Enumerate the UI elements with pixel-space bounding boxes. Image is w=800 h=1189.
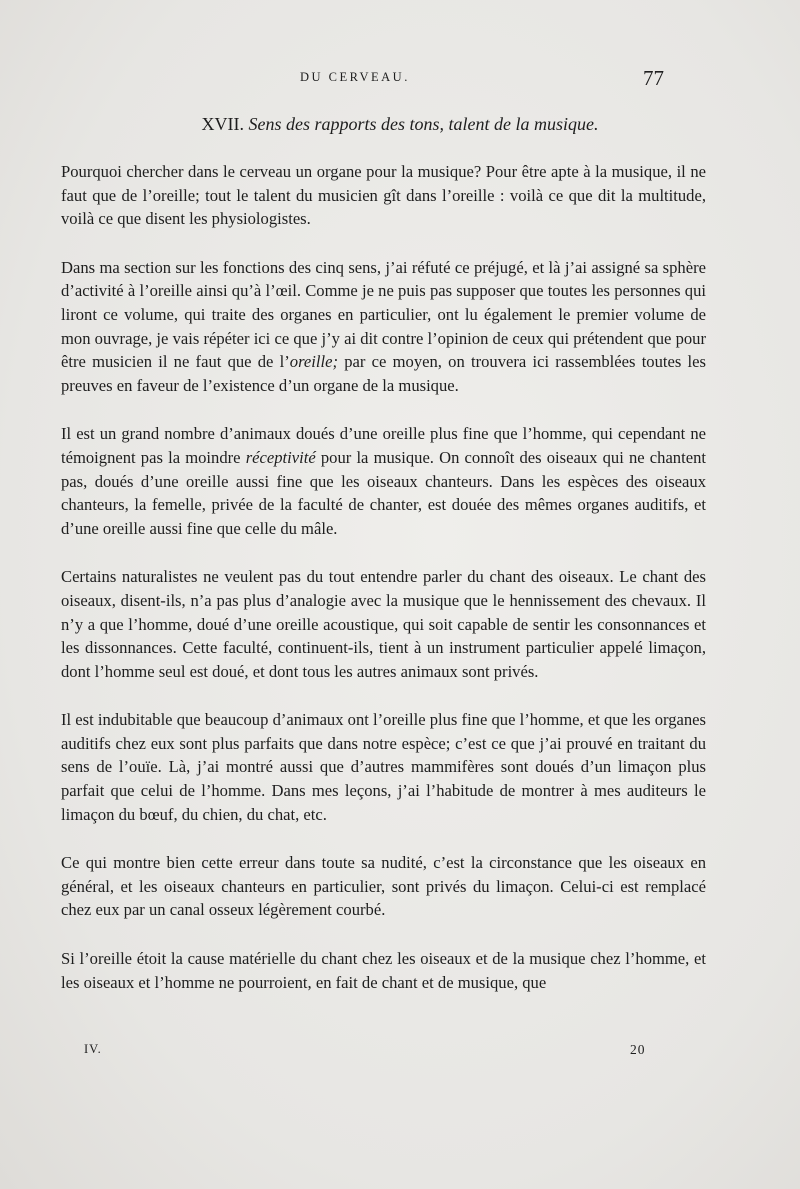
paragraph-emphasis: réceptivité bbox=[245, 447, 316, 467]
paragraph-text: Il est indubitable que beaucoup d’animaux ont l’oreille plus fine que l’homme, et que les organes auditifs chez eux sont plus parfaits que dans notre espèce; c’est ce que j’ai prouvé en traitant du sens de l’ouïe. Là, j’ai montré aussi que d’autres mammifères sont doués d’un limaçon plus parfait que celui de l’homme. Dans mes leçons, j’ai l’habitude de montrer à mes auditeurs le limaçon du bœuf, du chien, du chat, etc. bbox=[61, 710, 706, 824]
paragraph-5 bbox=[61, 708, 706, 826]
paragraph-text-before: Dans ma section sur les fonctions des cinq sens, j’ai réfuté ce préjugé, et là j’ai assigné sa sphère d’activité à l’oreille ainsi qu’à l’œil. Comme je ne puis pas supposer que toutes les personnes qui liront ce volume, qui traite des organes en particulier, ont lu également le premier volume de mon ouvrage, je vais répéter ici ce que j’y ai dit contre l’opinion de ceux qui prétendent que pour être musicien il ne faut que de l’ bbox=[61, 257, 706, 372]
running-title: DU CERVEAU. bbox=[300, 70, 410, 84]
paragraph-3 bbox=[61, 422, 706, 540]
section-title: Sens des rapports des tons, talent de la musique. bbox=[248, 114, 599, 134]
paragraph-2 bbox=[61, 256, 706, 398]
section-number: XVII. bbox=[201, 114, 244, 134]
body-text bbox=[61, 160, 706, 1019]
paragraph-1 bbox=[61, 160, 706, 231]
paragraph-emphasis: oreille; bbox=[289, 352, 339, 372]
section-heading bbox=[0, 114, 800, 135]
page-footer bbox=[0, 1042, 800, 1062]
paragraph-text: Certains naturalistes ne veulent pas du tout entendre parler du chant des oiseaux. Le chant des oiseaux, disent-ils, n’a pas plus d’analogie avec la musique que le hennissement des chevaux. Il n’y a que l’homme, doué d’une oreille acoustique, qui soit capable de sentir les consonnances et les dissonnances. Cette faculté, continuent-ils, tient à un instrument particulier appelé limaçon, dont l’homme seul est doué, et dont tous les autres animaux sont privés. bbox=[61, 567, 706, 681]
paragraph-text-after: pour la musique. On connoît des oiseaux qui ne chantent pas, doués d’une oreille aussi fine que les oiseaux chanteurs. Dans les espèces des oiseaux chanteurs, la femelle, privée de la faculté de chanter, est douée des mêmes organes auditifs, et d’une oreille aussi fine que celle du mâle. bbox=[61, 447, 706, 538]
paragraph-text: Ce qui montre bien cette erreur dans toute sa nudité, c’est la circonstance que les oiseaux en général, et les oiseaux chanteurs en particulier, sont privés du limaçon. Celui-ci est remplacé chez eux par un canal osseux légèrement courbé. bbox=[61, 853, 706, 920]
paragraph-6 bbox=[61, 851, 706, 922]
gathering-signature: 20 bbox=[630, 1042, 646, 1057]
volume-signature: IV. bbox=[84, 1042, 102, 1056]
paragraph-text-after: par ce moyen, on trouvera ici rassemblées toutes les preuves en faveur de l’existence d’un organe de la musique. bbox=[61, 352, 706, 395]
paragraph-7 bbox=[61, 947, 706, 994]
page-number: 77 bbox=[643, 66, 664, 90]
paragraph-text: Si l’oreille étoit la cause matérielle du chant chez les oiseaux et de la musique chez l’homme, et les oiseaux et l’homme ne pourroient, en fait de chant et de musique, que bbox=[61, 949, 706, 992]
paragraph-text: Pourquoi chercher dans le cerveau un organe pour la musique? Pour être apte à la musique, il ne faut que de l’oreille; tout le talent du musicien gît dans l’oreille : voilà ce que dit la multitude, voilà ce que disent les physiologistes. bbox=[61, 162, 706, 229]
page-header bbox=[0, 66, 800, 94]
paragraph-4 bbox=[61, 565, 706, 683]
paragraph-text-before: Il est un grand nombre d’animaux doués d’une oreille plus fine que l’homme, qui cependant ne témoignent pas la moindre bbox=[61, 424, 706, 467]
